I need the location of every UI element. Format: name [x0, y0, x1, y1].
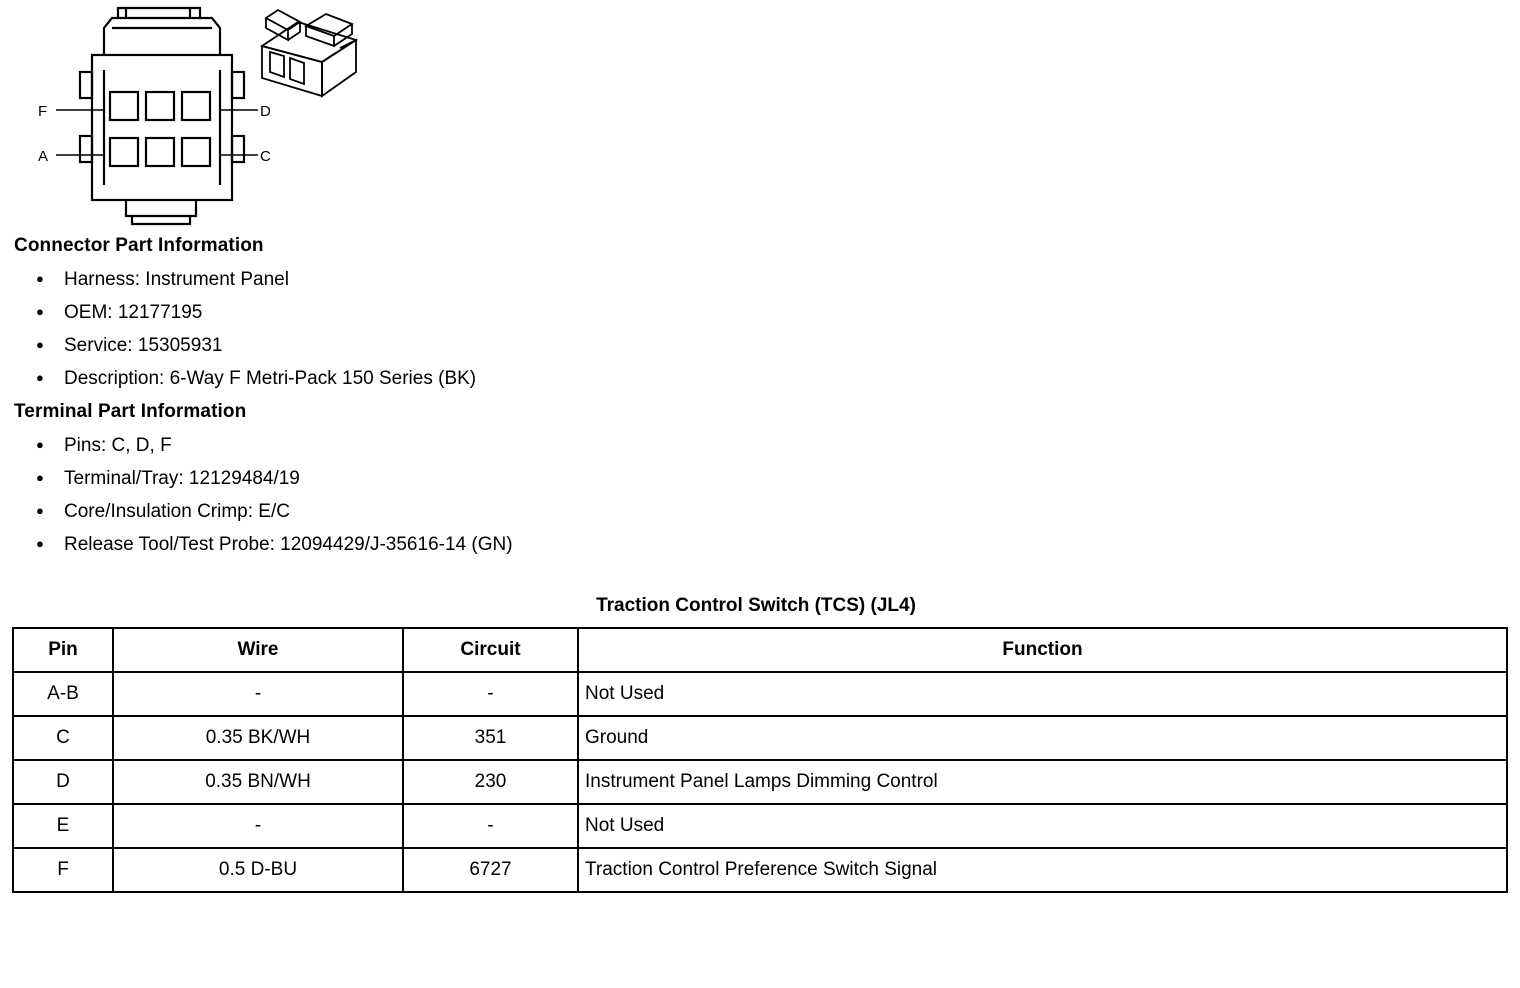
- cell-wire: 0.35 BK/WH: [113, 716, 403, 760]
- cell-wire: 0.5 D-BU: [113, 848, 403, 892]
- connector-diagram: [0, 0, 1520, 235]
- list-item: ● Release Tool/Test Probe: 12094429/J-35616-14 (GN): [36, 528, 1520, 561]
- list-item: ● Harness: Instrument Panel: [36, 263, 1520, 296]
- pin-label-d: D: [260, 103, 271, 120]
- pin-label-f: F: [38, 103, 48, 120]
- cell-function: Ground: [578, 716, 1507, 760]
- list-item: ● Service: 15305931: [36, 329, 1520, 362]
- pin-label-c: C: [260, 148, 271, 165]
- column-header-pin: Pin: [13, 628, 113, 672]
- cell-function: Not Used: [578, 804, 1507, 848]
- cell-pin: C: [13, 716, 113, 760]
- cell-wire: 0.35 BN/WH: [113, 760, 403, 804]
- column-header-function: Function: [578, 628, 1507, 672]
- column-header-circuit: Circuit: [403, 628, 578, 672]
- cell-function: Instrument Panel Lamps Dimming Control: [578, 760, 1507, 804]
- list-item: ● Terminal/Tray: 12129484/19: [36, 462, 1520, 495]
- cell-pin: A-B: [13, 672, 113, 716]
- table-row: [13, 760, 1507, 804]
- table-row: [13, 672, 1507, 716]
- list-item: ● OEM: 12177195: [36, 296, 1520, 329]
- cell-circuit: -: [403, 804, 578, 848]
- list-item: ● Core/Insulation Crimp: E/C: [36, 495, 1520, 528]
- cell-function: Traction Control Preference Switch Signal: [578, 848, 1507, 892]
- list-item: ● Pins: C, D, F: [36, 429, 1520, 462]
- terminal-part-information-list: [0, 429, 1520, 561]
- connector-part-information-title: Connector Part Information: [14, 235, 264, 256]
- pin-label-a: A: [38, 148, 49, 165]
- table-row: [13, 848, 1507, 892]
- cell-pin: F: [13, 848, 113, 892]
- cell-circuit: -: [403, 672, 578, 716]
- table-header-row: [13, 628, 1507, 672]
- cell-wire: -: [113, 804, 403, 848]
- cell-function: Not Used: [578, 672, 1507, 716]
- cell-circuit: 6727: [403, 848, 578, 892]
- connector-drawing: [0, 0, 420, 235]
- connector-part-information-list: [0, 263, 1520, 395]
- cell-circuit: 230: [403, 760, 578, 804]
- cell-pin: E: [13, 804, 113, 848]
- cell-wire: -: [113, 672, 403, 716]
- table-row: [13, 716, 1507, 760]
- column-header-wire: Wire: [113, 628, 403, 672]
- list-item: ● Description: 6-Way F Metri-Pack 150 Series (BK): [36, 362, 1520, 395]
- pinout-table-title: Traction Control Switch (TCS) (JL4): [596, 595, 916, 616]
- cell-pin: D: [13, 760, 113, 804]
- table-row: [13, 804, 1507, 848]
- pinout-table: [12, 627, 1508, 893]
- terminal-part-information-title: Terminal Part Information: [14, 401, 247, 422]
- cell-circuit: 351: [403, 716, 578, 760]
